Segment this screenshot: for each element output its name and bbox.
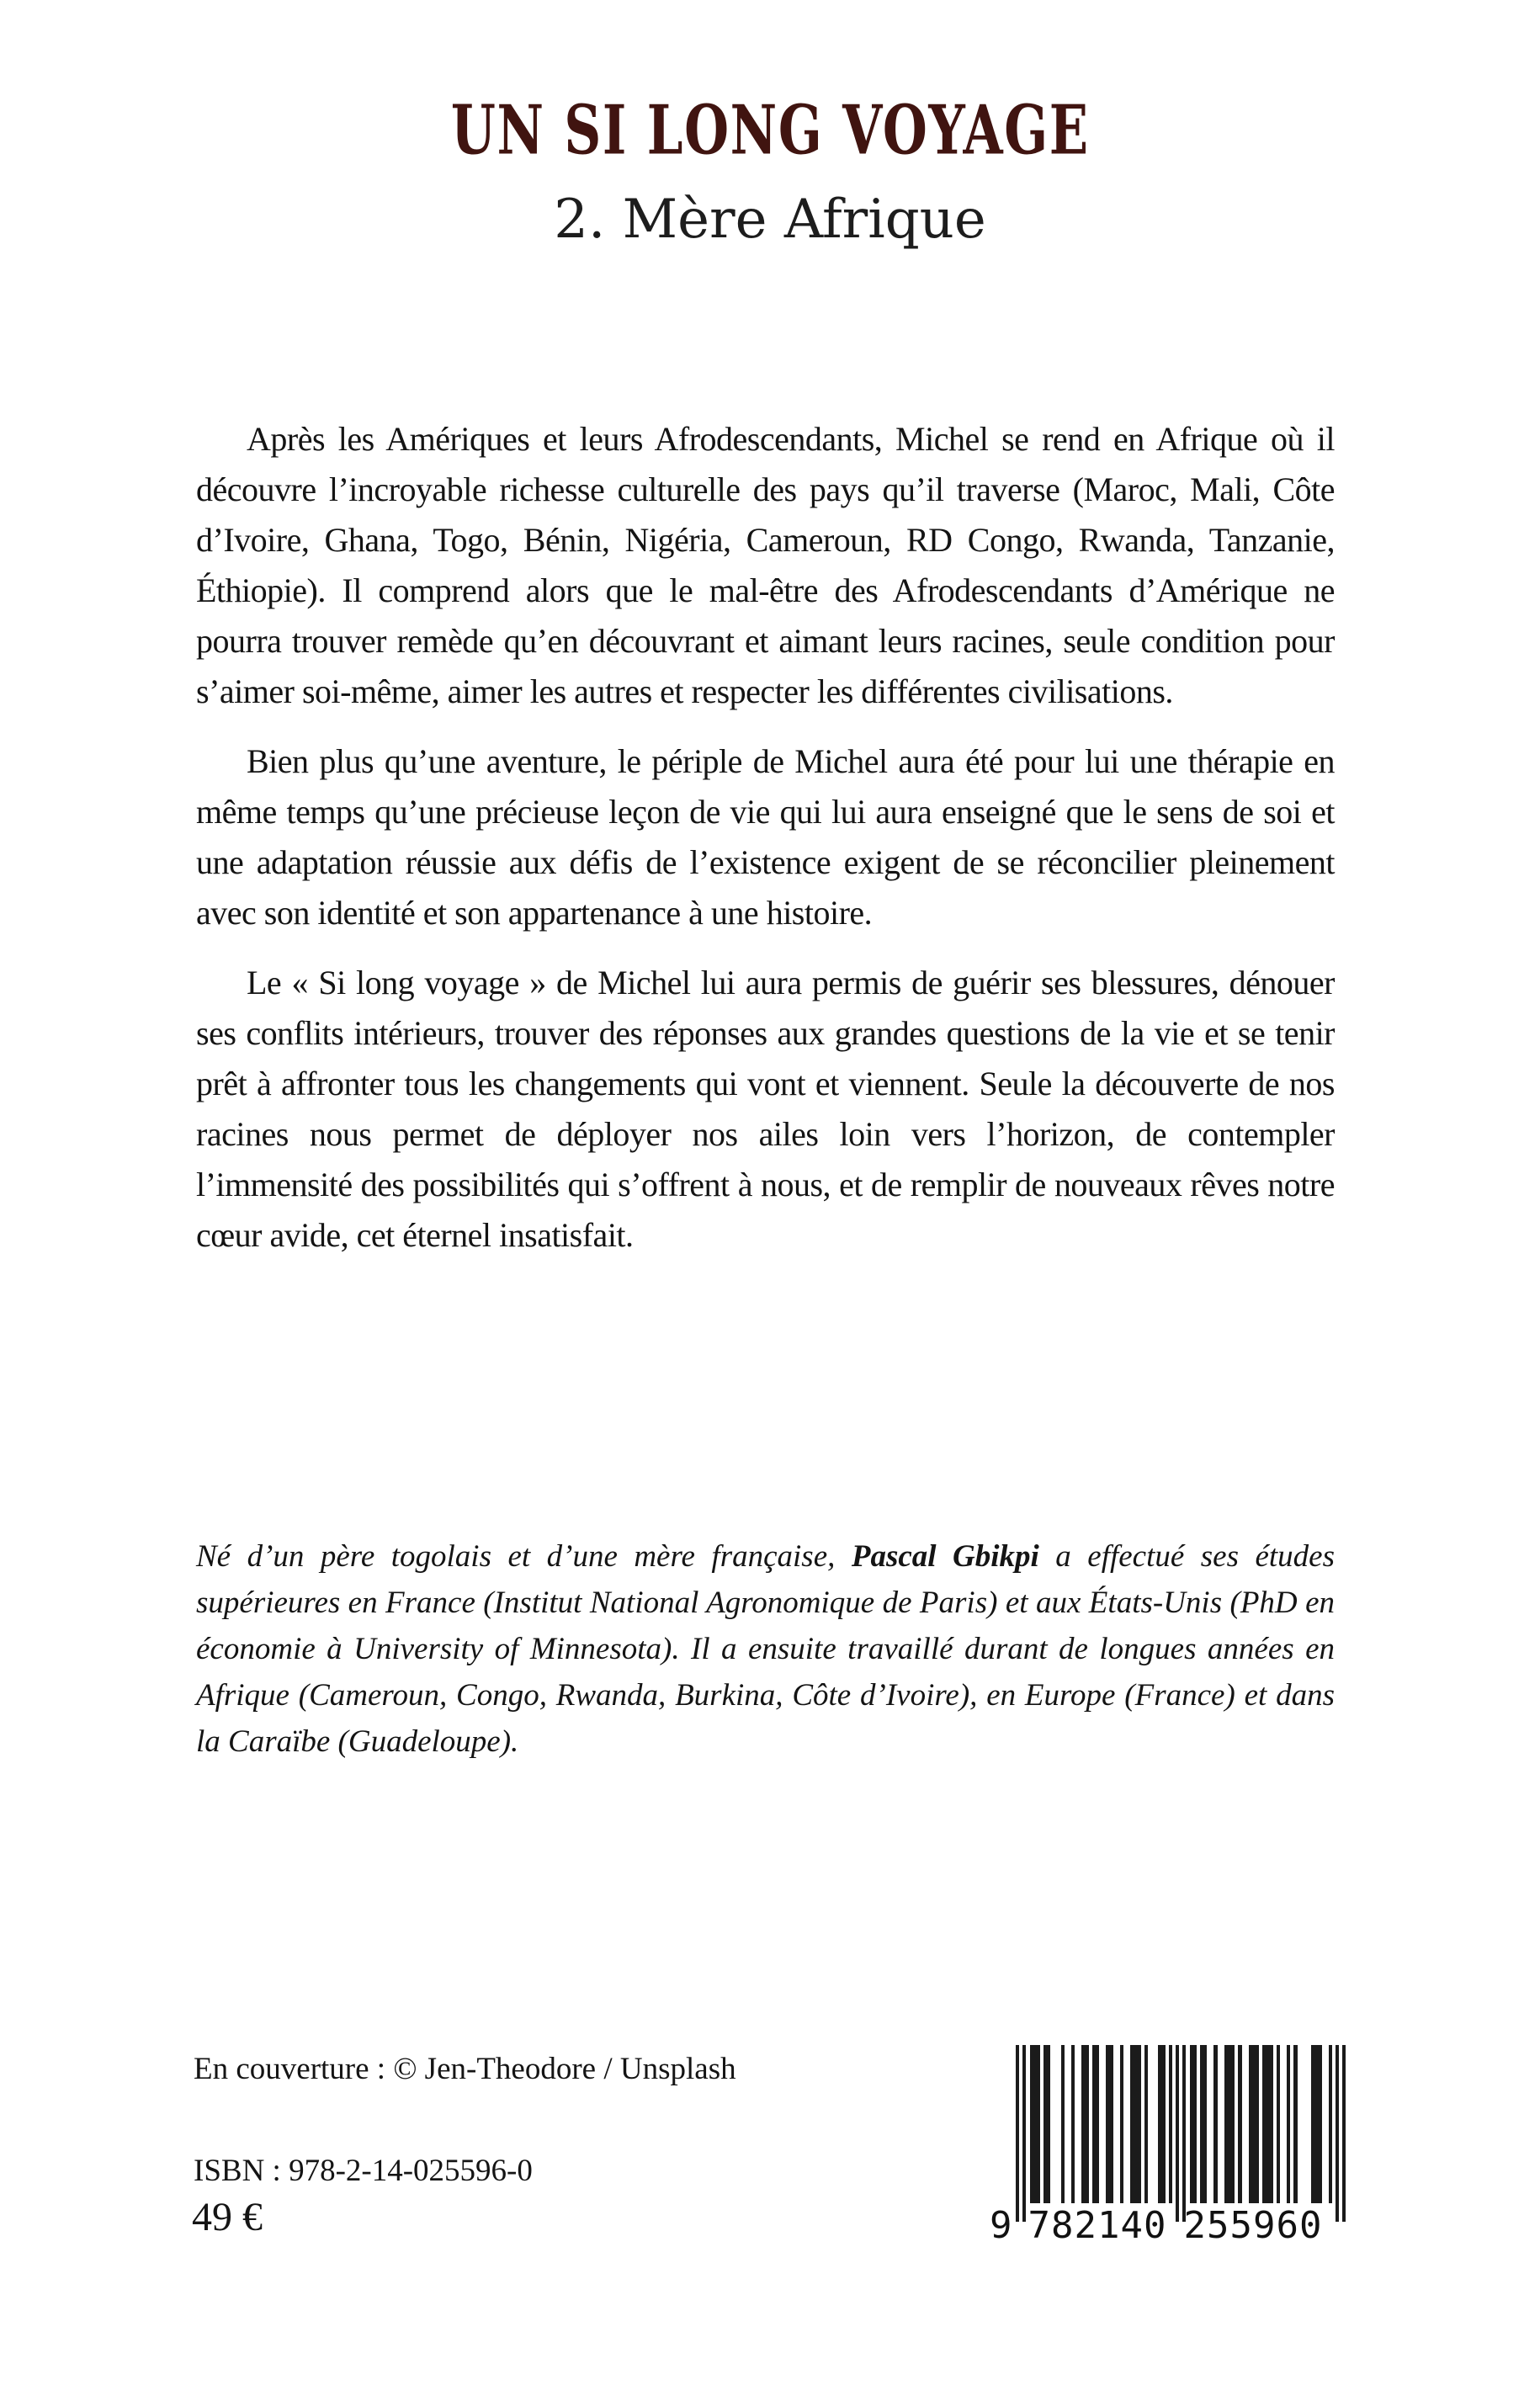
- book-title-text: UN SI LONG VOYAGE: [450, 90, 1090, 170]
- book-title: [0, 90, 1540, 170]
- synopsis-paragraph-3: Le « Si long voyage » de Michel lui aura permis de guérir ses blessures, dénouer ses conflits intérieurs, trouver des réponses aux grandes questions de la vie et se tenir prêt à affronter tous les changements qui vont et viennent. Seule la découverte de nos racines nous permet de déployer nos ailes loin vers l’horizon, de contempler l’immensité des possibilités qui s’offrent à nous, et de remplir de nouveaux rêves notre cœur avide, cet éternel insatisfait.: [196, 964, 1335, 1254]
- bio-paragraph: [196, 1533, 1335, 1765]
- barcode-bar: [1262, 2045, 1272, 2203]
- barcode-digits-group1: 782140: [1028, 2204, 1167, 2247]
- barcode-space: [1280, 2045, 1287, 2203]
- barcode-space: [1123, 2045, 1130, 2203]
- barcode-bar: [1249, 2045, 1259, 2203]
- barcode-bar: [1092, 2045, 1099, 2203]
- barcode-bar: [1342, 2045, 1346, 2222]
- author-bio: [196, 1533, 1335, 1765]
- barcode-space: [1113, 2045, 1120, 2203]
- isbn-number: ISBN : 978-2-14-025596-0: [194, 2154, 533, 2188]
- barcode-bar: [1130, 2045, 1140, 2203]
- barcode-bar: [1224, 2045, 1235, 2203]
- barcode-bar: [1030, 2045, 1040, 2203]
- barcode-bar: [1081, 2045, 1088, 2203]
- barcode: [990, 2045, 1346, 2247]
- barcode-space: [1242, 2045, 1249, 2203]
- barcode-bars: [1016, 2045, 1346, 2222]
- barcode-space: [1148, 2045, 1158, 2203]
- barcode-bar: [1190, 2045, 1197, 2203]
- book-subtitle: 2. Mère Afrique: [554, 189, 986, 251]
- barcode-space: [1099, 2045, 1106, 2203]
- synopsis-paragraph-1: Après les Amériques et leurs Afrodescendants, Michel se rend en Afrique où il découvre l’incroyable richesse culturelle des pays qu’il traverse (Maroc, Mali, Côte d’Ivoire, Ghana, Togo, Bénin, Nigéria, Cameroun, RD Congo, Rwanda, Tanzanie, Éthiopie). Il comprend alors que le mal-être des Afrodescendants d’Amérique ne pourra trouver remède qu’en découvrant et aimant leurs racines, seule condition pour s’aimer soi-même, aimer les autres et respecter les différentes civilisations.: [196, 420, 1335, 710]
- barcode-bar: [1200, 2045, 1207, 2203]
- barcode-digits-group2: 255960: [1183, 2204, 1323, 2247]
- barcode-digit-first: 9: [990, 2204, 1013, 2247]
- barcode-bar: [1043, 2045, 1050, 2203]
- cover-photo-credit: En couverture : © Jen-Theodore / Unsplash: [194, 2052, 736, 2086]
- synopsis-paragraph-2: Bien plus qu’une aventure, le périple de Michel aura été pour lui une thérapie en même temps qu’une précieuse leçon de vie qui lui aura enseigné que le sens de soi et une adaptation réussie aux défis de l’existence exigent de se réconcilier pleinement avec son identité et son appartenance à une histoire.: [196, 742, 1335, 932]
- author-name: Pascal Gbikpi: [851, 1539, 1039, 1574]
- barcode-bar: [1311, 2045, 1321, 2203]
- barcode-space: [1065, 2045, 1071, 2203]
- bio-text-before: Né d’un père togolais et d’une mère française,: [196, 1539, 852, 1574]
- barcode-space: [1298, 2045, 1312, 2203]
- barcode-bar: [1106, 2045, 1113, 2203]
- barcode-space: [1322, 2045, 1329, 2203]
- bio-text-after: a effectué ses études supérieures en France (Institut National Agronomique de Paris) et aux États-Unis (PhD en économie à University of Minnesota). Il a ensuite travaillé durant de longues années en Afrique (Cameroun, Congo, Rwanda, Burkina, Côte d’Ivoire), en Europe (France) et dans la Caraïbe (Guadeloupe).: [196, 1539, 1335, 1759]
- price: 49 €: [192, 2195, 263, 2239]
- barcode-space: [1050, 2045, 1060, 2203]
- barcode-space: [1218, 2045, 1224, 2203]
- synopsis: [196, 414, 1335, 1280]
- barcode-space: [1075, 2045, 1081, 2203]
- barcode-space: [1207, 2045, 1213, 2203]
- barcode-bar: [1158, 2045, 1165, 2203]
